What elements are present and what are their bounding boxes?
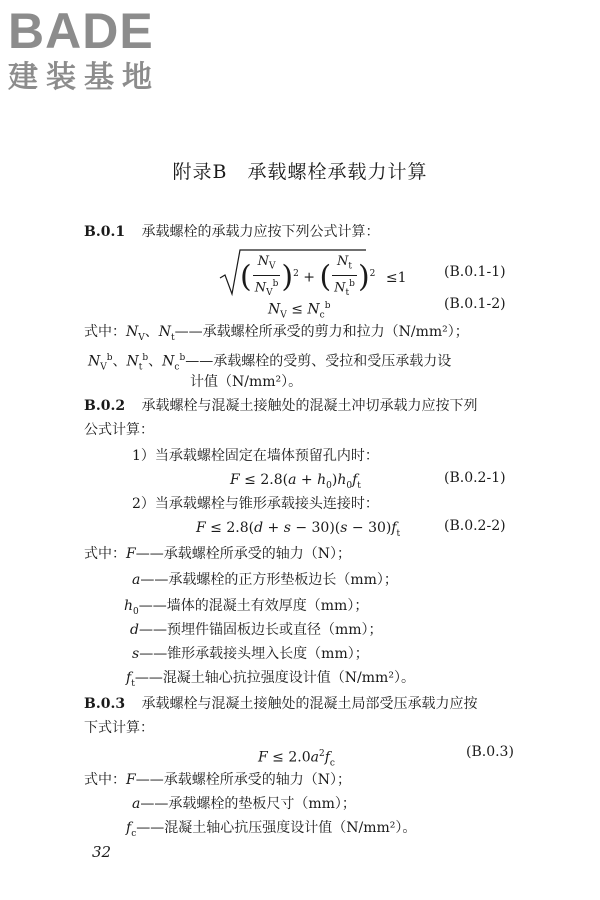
clause-text: 承载螺栓与混凝土接触处的混凝土冲切承载力应按下列 [141, 398, 478, 414]
where-line: a——承载螺栓的垫板尺寸（mm）； [132, 796, 356, 812]
clause-text: 承载螺栓的承载力应按下列公式计算： [141, 224, 380, 240]
clause-number: B.0.1 [84, 224, 126, 240]
case-text: 2）当承载螺栓与锥形承载接头连接时： [132, 496, 379, 512]
where-label: 式中： [84, 324, 126, 340]
clause-b02 [84, 396, 478, 416]
clause-text: 下式计算： [84, 720, 154, 736]
clause-b01 [84, 222, 380, 242]
where-def: ——承载螺栓的受剪、受拉和受压承载力设 [185, 353, 452, 370]
clause-text: 公式计算： [84, 422, 154, 438]
clause-number: B.0.2 [84, 398, 126, 414]
eq-number: (B.0.1-1) [444, 264, 506, 280]
page-number: 32 [92, 843, 112, 861]
eq-number: (B.0.2-1) [444, 470, 506, 486]
eq-number: (B.0.1-2) [444, 296, 506, 312]
where-line: $h_0——$墙体的混凝土有效厚度（mm）； [124, 598, 369, 617]
where-line: a——承载螺栓的正方形垫板边长（mm）； [132, 572, 398, 588]
equation-b01-2: $N_V \le N_c^b$ [268, 301, 331, 321]
where-line: $f_c——$混凝土轴心抗压强度设计值（N/mm²）。 [126, 820, 417, 839]
where-line: $f_t——$混凝土轴心抗拉强度设计值（N/mm²）。 [126, 670, 415, 689]
logo-wordmark: BADE [8, 3, 154, 59]
where-line: $N_V^b$、$N_t^b$、$N_c^b——$承载螺栓的受剪、受拉和受压承载力设 [88, 353, 452, 373]
eq1-tail: ≤1 [385, 269, 407, 286]
equation-b02-1: $F \le 2.8(a + h_0)h_0f_t$ [230, 472, 361, 491]
appendix-title: 附录B 承载螺栓承载力计算 [172, 161, 428, 183]
where-label: 式中： [84, 772, 126, 788]
where-def: ——混凝土轴心抗压强度设计值（N/mm²）。 [136, 820, 417, 836]
where-def: ——承载螺栓所承受的轴力（N）； [135, 772, 351, 788]
where-line: d——预埋件锚固板边长或直径（mm）； [130, 622, 383, 638]
clause-text: 承载螺栓与混凝土接触处的混凝土局部受压承载力应按 [141, 696, 478, 712]
eq-number: (B.0.3) [466, 744, 514, 760]
clause-number: B.0.3 [84, 696, 126, 712]
where-line: 计值（N/mm²）。 [190, 374, 303, 390]
where-def: ——锥形承载接头埋入长度（mm）； [139, 646, 369, 662]
case-text: 1）当承载螺栓固定在墙体预留孔内时： [132, 448, 379, 464]
where-line: 式中：$N_V$、$N_t——$承载螺栓所承受的剪力和拉力（N/mm²）； [84, 324, 469, 343]
equation-b03: $F \le 2.0a^2f_c$ [258, 749, 335, 769]
where-def: ——承载螺栓的垫板尺寸（mm）； [140, 796, 356, 812]
where-def: ——承载螺栓所承受的轴力（N）； [135, 546, 351, 562]
where-def: ——混凝土轴心抗拉强度设计值（N/mm²）。 [134, 670, 415, 686]
where-line: 式中：F——承载螺栓所承受的轴力（N）； [84, 772, 351, 788]
where-line: s——锥形承载接头埋入长度（mm）； [132, 646, 369, 662]
equation-b02-2: $F \le 2.8(d + s - 30)(s - 30)f_t$ [196, 520, 401, 539]
equation-b01-1: ( $\frac{N_V}{N_V^b}$ )$^2$ + ( $\frac{N_t}{N_t^b}$ )$^2$ ≤1 [240, 254, 407, 298]
clause-b03 [84, 694, 478, 714]
logo-chinese: 建装基地 [8, 60, 160, 95]
where-label: 式中： [84, 546, 126, 562]
eq-number: (B.0.2-2) [444, 518, 506, 534]
where-def: ——墙体的混凝土有效厚度（mm）； [138, 598, 369, 614]
bade-logo [8, 3, 178, 96]
where-def: ——承载螺栓的正方形垫板边长（mm）； [140, 572, 398, 588]
where-def: ——预埋件锚固板边长或直径（mm）； [138, 622, 383, 638]
where-line: 式中：F——承载螺栓所承受的轴力（N）； [84, 546, 351, 562]
where-def: ——承载螺栓所承受的剪力和拉力（N/mm²）； [174, 324, 469, 340]
